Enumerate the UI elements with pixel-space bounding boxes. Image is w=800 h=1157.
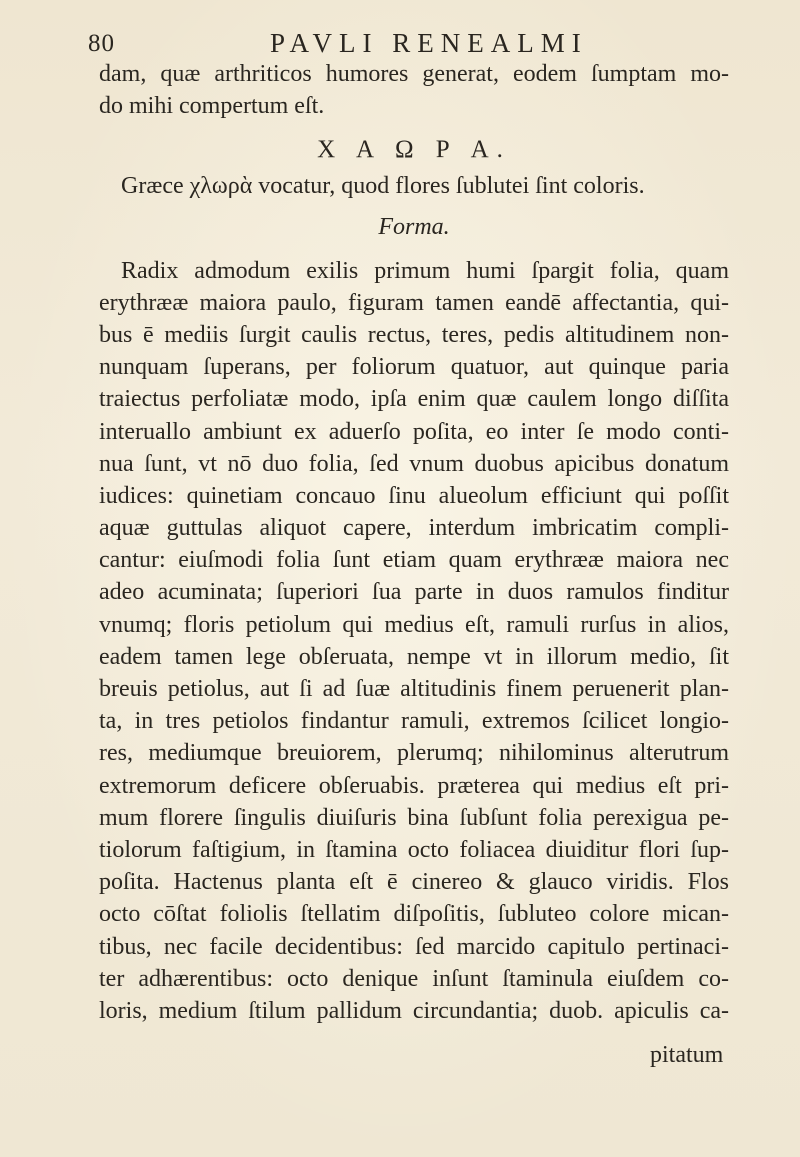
- text-line: cantur: eiuſmodi folia ſunt etiam quam erythrææ maiora nec: [99, 547, 729, 574]
- catchword: pitatum: [650, 1042, 724, 1068]
- text-line: bus ē mediis ſurgit caulis rectus, teres, pedis altitudinem non-: [99, 321, 729, 348]
- page-number: 80: [88, 30, 115, 57]
- text-line: Radix admodum exilis primum humi ſpargit folia, quam: [121, 257, 729, 284]
- text-line: vnumq; floris petiolum qui medius eſt, ramuli rurſus in alios,: [99, 611, 729, 638]
- text-line: do mihi compertum eſt.: [99, 93, 325, 120]
- text-line: tibus, nec facile decidentibus: ſed marcido capitulo pertinaci-: [99, 933, 729, 960]
- text-line: traiectus perfoliatæ modo, ipſa enim quæ caulem longo diſſita: [99, 386, 729, 413]
- text-line: ta, in tres petiolos findantur ramuli, extremos ſcilicet longio-: [99, 708, 729, 735]
- body-text: [99, 58, 729, 1027]
- text-line: eadem tamen lege obſeruata, nempe vt in illorum medio, ſit: [99, 643, 729, 670]
- text-line: breuis petiolus, aut ſi ad ſuæ altitudinis finem peruenerit plan-: [99, 676, 729, 702]
- page-header: [88, 26, 728, 62]
- text-line: ter adhærentibus: octo denique inſunt ſtaminula eiuſdem co-: [99, 965, 729, 992]
- text-line: dam, quæ arthriticos humores generat, eodem ſumptam mo-: [99, 61, 729, 87]
- text-line: octo cōſtat foliolis ſtellatim diſpoſitis, ſubluteo colore mican-: [99, 901, 729, 928]
- text-line: erythrææ maiora paulo, figuram tamen eandē affectantia, qui-: [99, 289, 729, 316]
- text-line: loris, medium ſtilum pallidum circundantia; duob. apiculis ca-: [99, 997, 729, 1024]
- subheading-forma: Forma.: [378, 213, 450, 240]
- text-line: res, mediumque breuiorem, plerumq; nihilominus alterutrum: [99, 740, 729, 767]
- running-head: PAVLI RENEALMI: [270, 28, 588, 58]
- text-line: aquæ guttulas aliquot capere, interdum imbricatim compli-: [99, 515, 729, 542]
- greek-name-line: Græce χλωρὰ vocatur, quod flores ſublutei ſint coloris.: [121, 173, 645, 200]
- section-heading: Χ Α Ω Ρ Α.: [317, 136, 511, 164]
- text-line: poſita. Hactenus planta eſt ē cinereo & glauco viridis. Flos: [99, 869, 729, 896]
- text-line: interuallo ambiunt ex aduerſo poſita, eo inter ſe modo conti-: [99, 418, 729, 445]
- text-line: nunquam ſuperans, per foliorum quatuor, aut quinque paria: [99, 354, 729, 381]
- text-line: iudices: quinetiam concauo ſinu alueolum efficiunt qui poſſit: [99, 482, 729, 509]
- text-line: adeo acuminata; ſuperiori ſua parte in duos ramulos finditur: [99, 579, 729, 606]
- text-line: nua ſunt, vt nō duo folia, ſed vnum duobus apicibus donatum: [99, 450, 729, 477]
- text-line: tiolorum faſtigium, in ſtamina octo foliacea diuiditur flori ſup-: [99, 836, 729, 863]
- text-line: extremorum deficere obſeruabis. præterea qui medius eſt pri-: [99, 772, 729, 799]
- description-paragraph: [99, 255, 729, 1028]
- text-line: mum florere ſingulis diuiſuris bina ſubſunt folia perexigua pe-: [99, 804, 729, 831]
